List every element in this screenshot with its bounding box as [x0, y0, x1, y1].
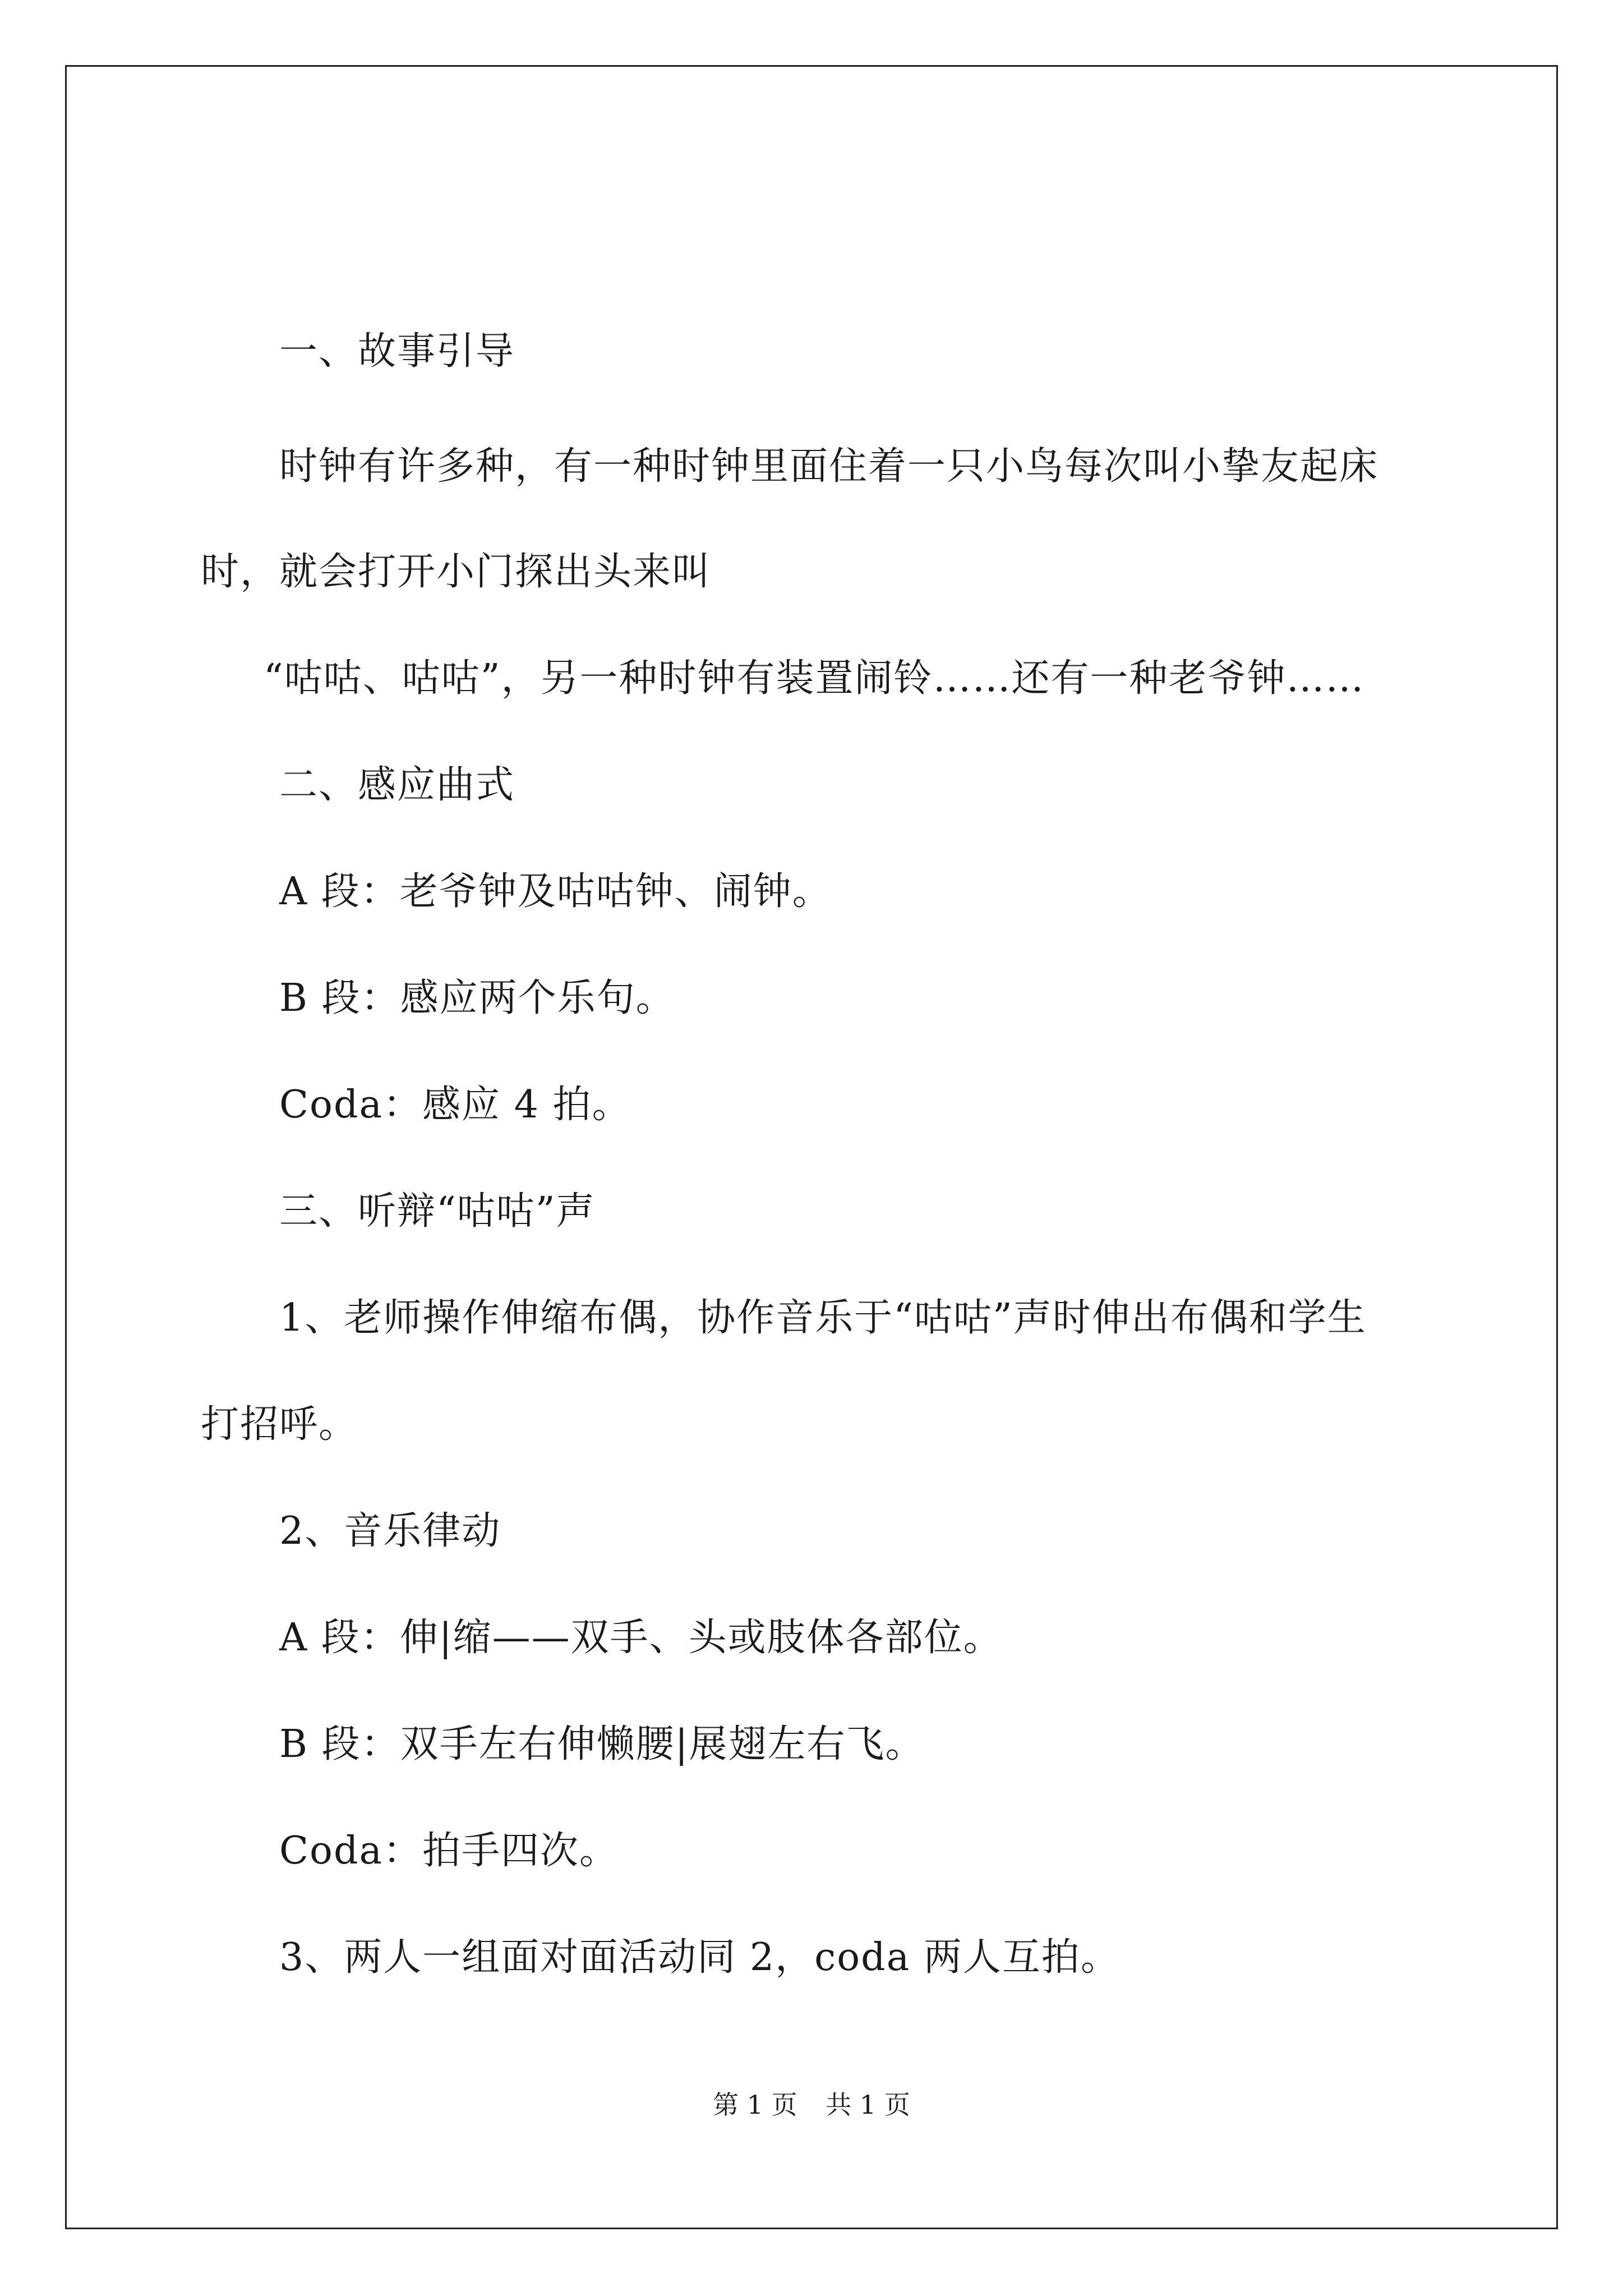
- paragraph-line: 打招呼。: [201, 1402, 358, 1447]
- paragraph-line: Coda：感应 4 拍。: [279, 1083, 631, 1127]
- paragraph-line: 3、两人一组面对面活动同 2，coda 两人互拍。: [279, 1935, 1120, 1980]
- page-footer: [0, 2088, 1623, 2122]
- paragraph-line: “咕咕、咕咕”，另一种时钟有装置闹铃……还有一种老爷钟……: [264, 656, 1365, 701]
- page-total: 共 1 页: [826, 2090, 910, 2120]
- paragraph-line: B 段：双手左右伸懒腰|展翅左右飞。: [279, 1722, 925, 1766]
- paragraph-line: B 段：感应两个乐句。: [279, 976, 675, 1020]
- paragraph-line: 2、音乐律动: [279, 1509, 501, 1553]
- paragraph-line: 时钟有许多种，有一种时钟里面住着一只小鸟每次叫小挚友起床: [279, 444, 1379, 489]
- heading-listen: 三、听辩“咕咕”声: [279, 1189, 596, 1234]
- heading-form-sense: 二、感应曲式: [279, 763, 515, 807]
- page-number: 第 1 页: [713, 2090, 797, 2120]
- paragraph-line: A 段：伸|缩——双手、头或肢体各部位。: [279, 1616, 1003, 1660]
- paragraph-line: 时，就会打开小门探出头来叫: [201, 550, 712, 594]
- paragraph-line: Coda：拍手四次。: [279, 1829, 619, 1873]
- paragraph-line: A 段：老爷钟及咕咕钟、闹钟。: [279, 869, 832, 914]
- paragraph-line: 1、老师操作伸缩布偶，协作音乐于“咕咕”声时伸出布偶和学生: [279, 1296, 1367, 1340]
- heading-story-intro: 一、故事引导: [279, 329, 515, 374]
